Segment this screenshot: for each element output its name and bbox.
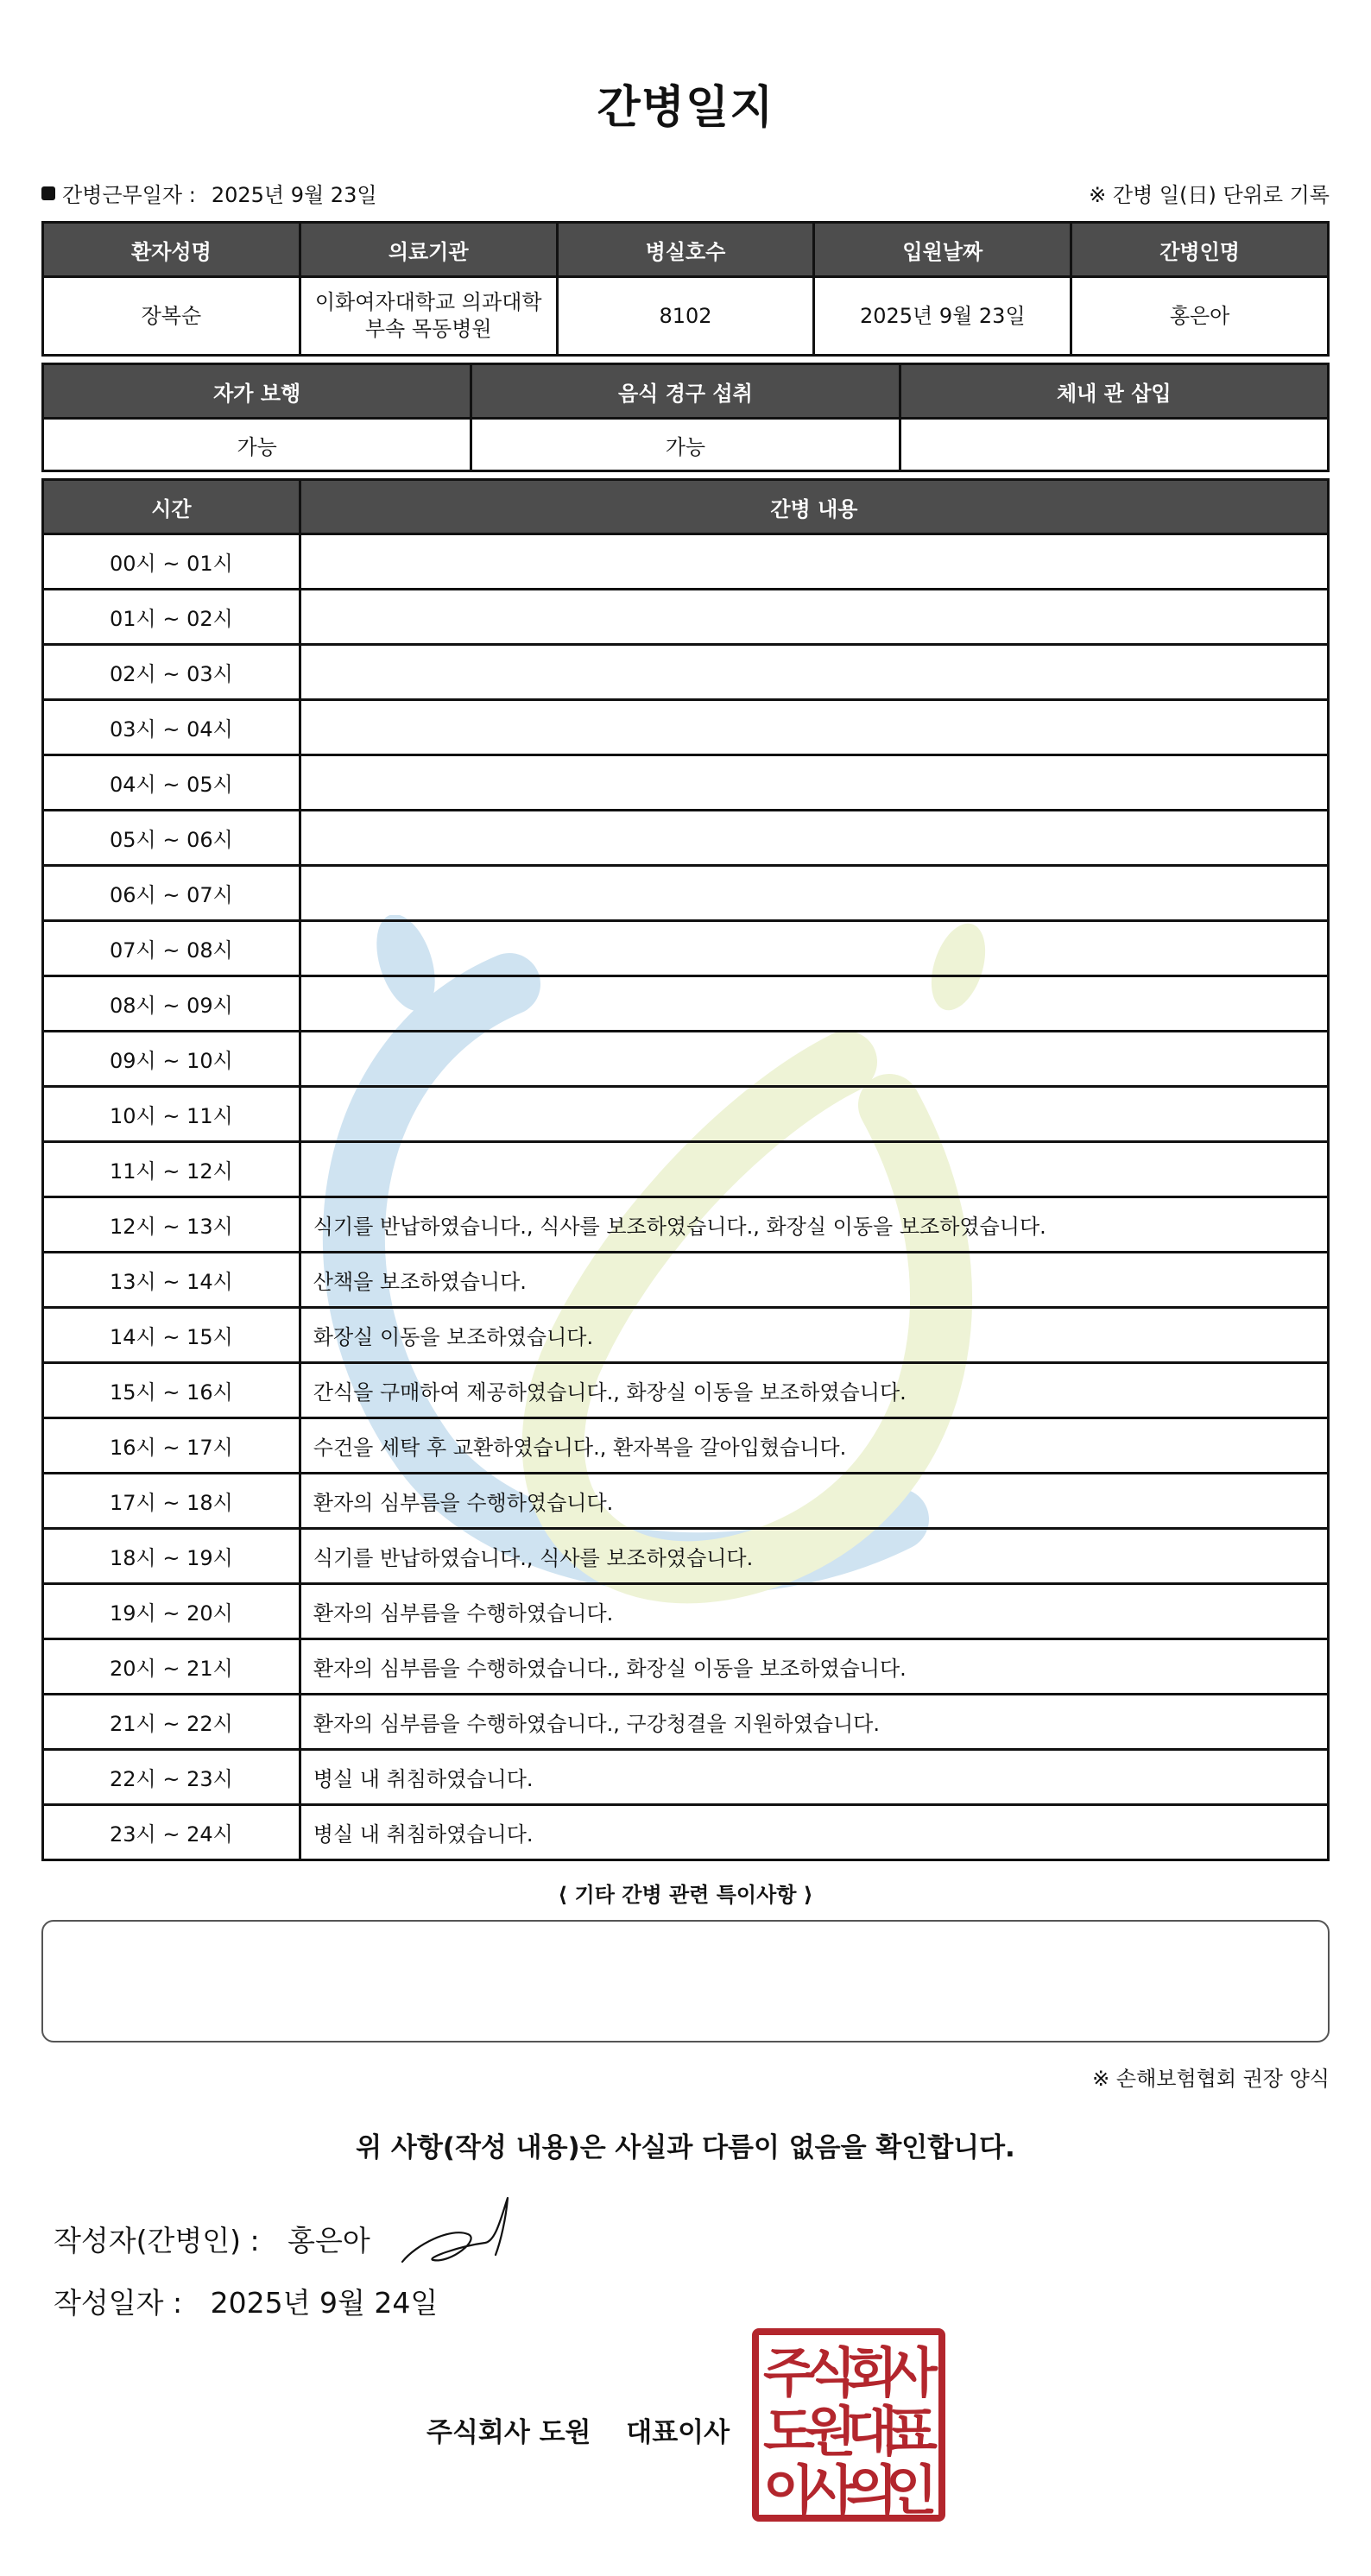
patient-info-header-row	[43, 223, 1329, 277]
time-cell: 23시 ~ 24시	[43, 1805, 300, 1860]
schedule-row	[43, 1308, 1329, 1363]
form-recommendation-note: ※ 손해보험협회 권장 양식	[1092, 2067, 1330, 2091]
room-number-header: 병실호수	[557, 223, 814, 277]
time-cell: 21시 ~ 22시	[43, 1695, 300, 1750]
schedule-row	[43, 811, 1329, 866]
bullet-square-icon	[41, 186, 55, 200]
time-cell: 04시 ~ 05시	[43, 755, 300, 811]
company-line	[426, 2410, 730, 2449]
schedule-row	[43, 1418, 1329, 1474]
tube-insertion-value	[900, 419, 1328, 471]
time-cell: 17시 ~ 18시	[43, 1474, 300, 1529]
time-cell: 18시 ~ 19시	[43, 1529, 300, 1584]
schedule-row	[43, 534, 1329, 590]
writer-line	[54, 2219, 370, 2259]
content-cell	[300, 1032, 1328, 1087]
confirmation-statement: 위 사항(작성 내용)은 사실과 다름이 없음을 확인합니다.	[356, 2132, 1015, 2163]
schedule-row	[43, 1087, 1329, 1142]
svg-text:주: 주	[763, 2341, 815, 2404]
hospital-header: 의료기관	[300, 223, 557, 277]
written-date-value: 2025년 9월 24일	[210, 2286, 439, 2320]
svg-text:사: 사	[886, 2341, 938, 2404]
content-cell	[300, 866, 1328, 921]
admission-date-header: 입원날짜	[814, 223, 1071, 277]
schedule-row	[43, 755, 1329, 811]
time-cell: 14시 ~ 15시	[43, 1308, 300, 1363]
writer-name: 홍은아	[287, 2224, 370, 2257]
caregiver-name-header: 간병인명	[1071, 223, 1329, 277]
time-cell: 02시 ~ 03시	[43, 645, 300, 700]
content-cell	[300, 700, 1328, 755]
svg-text:회: 회	[846, 2341, 898, 2404]
schedule-row	[43, 1695, 1329, 1750]
svg-text:표: 표	[886, 2400, 938, 2463]
self-walking-value: 가능	[43, 419, 471, 471]
oral-intake-value: 가능	[471, 419, 900, 471]
written-date-label: 작성일자 :	[54, 2286, 183, 2320]
svg-text:의: 의	[846, 2459, 898, 2522]
schedule-header-row	[43, 480, 1329, 534]
content-cell	[300, 755, 1328, 811]
time-cell: 22시 ~ 23시	[43, 1750, 300, 1805]
content-cell: 환자의 심부름을 수행하였습니다., 구강청결을 지원하였습니다.	[300, 1695, 1328, 1750]
time-cell: 19시 ~ 20시	[43, 1584, 300, 1639]
content-cell: 식기를 반납하였습니다., 식사를 보조하였습니다., 화장실 이동을 보조하였습니다.	[300, 1197, 1328, 1253]
company-name: 주식회사 도원	[426, 2417, 591, 2448]
content-cell	[300, 1087, 1328, 1142]
care-date-line	[41, 178, 377, 208]
schedule-row	[43, 1253, 1329, 1308]
patient-status-table	[41, 363, 1330, 472]
content-cell: 병실 내 취침하였습니다.	[300, 1750, 1328, 1805]
special-notes-title: ⟨ 기타 간병 관련 특이사항 ⟩	[558, 1883, 813, 1907]
special-notes-box	[41, 1920, 1330, 2042]
schedule-row	[43, 1805, 1329, 1860]
caregiver-name-value: 홍은아	[1071, 277, 1329, 356]
content-cell	[300, 976, 1328, 1032]
schedule-row	[43, 590, 1329, 645]
patient-info-table	[41, 221, 1330, 357]
patient-info-value-row	[43, 277, 1329, 356]
page-title: 간병일지	[597, 82, 774, 134]
content-cell: 식기를 반납하였습니다., 식사를 보조하였습니다.	[300, 1529, 1328, 1584]
time-cell: 06시 ~ 07시	[43, 866, 300, 921]
time-cell: 07시 ~ 08시	[43, 921, 300, 976]
company-seal-stamp	[751, 2327, 946, 2522]
tube-insertion-header: 체내 관 삽입	[900, 364, 1328, 419]
time-cell: 05시 ~ 06시	[43, 811, 300, 866]
written-date-line	[54, 2281, 438, 2321]
content-cell: 병실 내 취침하였습니다.	[300, 1805, 1328, 1860]
time-cell: 16시 ~ 17시	[43, 1418, 300, 1474]
schedule-row	[43, 1363, 1329, 1418]
schedule-row	[43, 700, 1329, 755]
care-content-header: 간병 내용	[300, 480, 1328, 534]
time-cell: 03시 ~ 04시	[43, 700, 300, 755]
time-cell: 15시 ~ 16시	[43, 1363, 300, 1418]
time-cell: 13시 ~ 14시	[43, 1253, 300, 1308]
content-cell: 환자의 심부름을 수행하였습니다., 화장실 이동을 보조하였습니다.	[300, 1639, 1328, 1695]
hospital-value: 이화여자대학교 의과대학 부속 목동병원	[300, 277, 557, 356]
content-cell: 화장실 이동을 보조하였습니다.	[300, 1308, 1328, 1363]
time-cell: 10시 ~ 11시	[43, 1087, 300, 1142]
handwritten-signature	[399, 2193, 515, 2270]
schedule-row	[43, 866, 1329, 921]
writer-label: 작성자(간병인) :	[54, 2224, 260, 2257]
content-cell: 수건을 세탁 후 교환하였습니다., 환자복을 갈아입혔습니다.	[300, 1418, 1328, 1474]
company-rep-title: 대표이사	[626, 2417, 730, 2448]
content-cell	[300, 645, 1328, 700]
svg-text:대: 대	[846, 2400, 898, 2463]
schedule-row	[43, 1032, 1329, 1087]
patient-status-value-row	[43, 419, 1329, 471]
patient-name-header: 환자성명	[43, 223, 300, 277]
oral-intake-header: 음식 경구 섭취	[471, 364, 900, 419]
svg-text:사: 사	[805, 2459, 856, 2522]
content-cell: 간식을 구매하여 제공하였습니다., 화장실 이동을 보조하였습니다.	[300, 1363, 1328, 1418]
content-cell: 환자의 심부름을 수행하였습니다.	[300, 1584, 1328, 1639]
content-cell: 산책을 보조하였습니다.	[300, 1253, 1328, 1308]
schedule-row	[43, 921, 1329, 976]
room-number-value: 8102	[557, 277, 814, 356]
schedule-row	[43, 1197, 1329, 1253]
schedule-row	[43, 1474, 1329, 1529]
svg-text:원: 원	[805, 2400, 856, 2463]
svg-text:식: 식	[805, 2341, 856, 2404]
schedule-row	[43, 1750, 1329, 1805]
time-cell: 01시 ~ 02시	[43, 590, 300, 645]
care-date-value: 2025년 9월 23일	[211, 183, 377, 207]
care-schedule-table	[41, 478, 1330, 1861]
content-cell	[300, 921, 1328, 976]
time-cell: 11시 ~ 12시	[43, 1142, 300, 1197]
time-cell: 08시 ~ 09시	[43, 976, 300, 1032]
svg-text:도: 도	[763, 2400, 815, 2463]
svg-text:이: 이	[763, 2459, 815, 2522]
schedule-row	[43, 1639, 1329, 1695]
time-cell: 20시 ~ 21시	[43, 1639, 300, 1695]
svg-text:인: 인	[886, 2459, 938, 2522]
care-date-label: 간병근무일자 :	[62, 183, 196, 207]
patient-name-value: 장복순	[43, 277, 300, 356]
schedule-row	[43, 1142, 1329, 1197]
patient-status-header-row	[43, 364, 1329, 419]
time-header: 시간	[43, 480, 300, 534]
time-cell: 09시 ~ 10시	[43, 1032, 300, 1087]
schedule-row	[43, 976, 1329, 1032]
schedule-row	[43, 1529, 1329, 1584]
content-cell	[300, 1142, 1328, 1197]
admission-date-value: 2025년 9월 23일	[814, 277, 1071, 356]
content-cell	[300, 534, 1328, 590]
daily-record-note: ※ 간병 일(日) 단위로 기록	[1089, 183, 1330, 207]
schedule-row	[43, 1584, 1329, 1639]
content-cell	[300, 590, 1328, 645]
content-cell: 환자의 심부름을 수행하였습니다.	[300, 1474, 1328, 1529]
schedule-row	[43, 645, 1329, 700]
time-cell: 00시 ~ 01시	[43, 534, 300, 590]
self-walking-header: 자가 보행	[43, 364, 471, 419]
content-cell	[300, 811, 1328, 866]
time-cell: 12시 ~ 13시	[43, 1197, 300, 1253]
